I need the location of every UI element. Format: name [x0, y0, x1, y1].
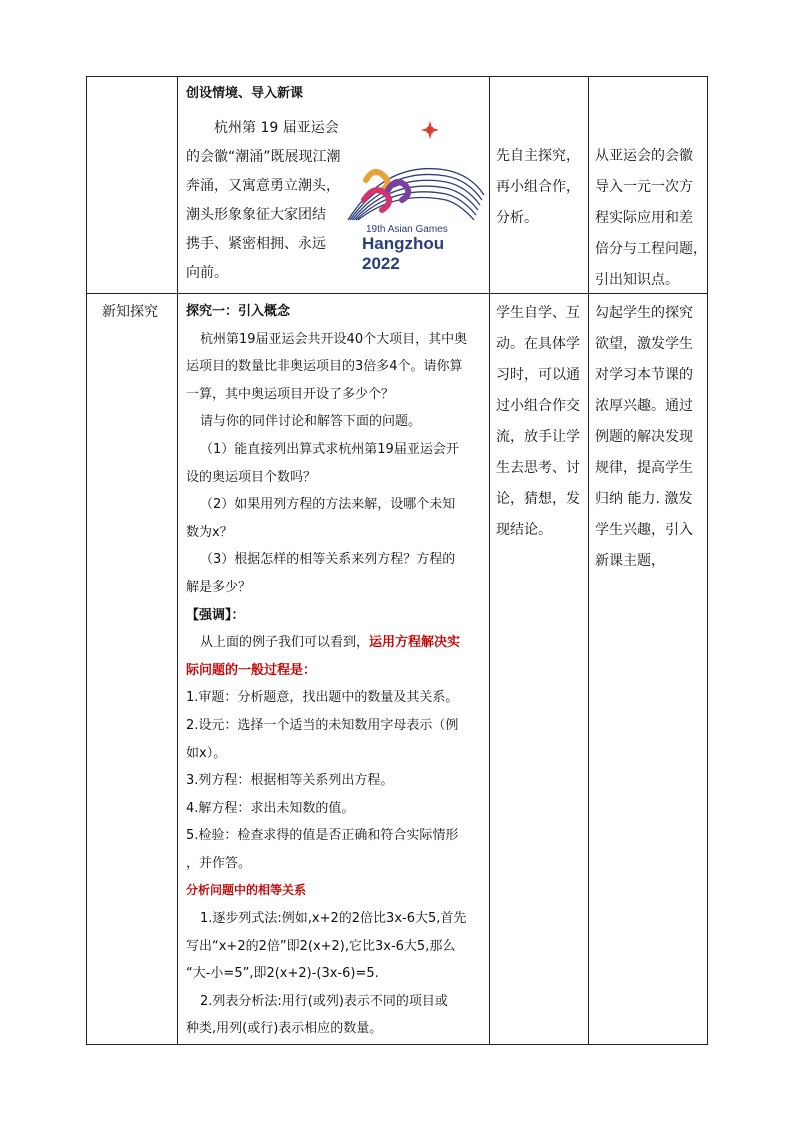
logo-text: Hangzhou 2022 — [362, 234, 445, 273]
text-line: 运项目的数量比非奥运项目的3倍多4个。请你算 — [186, 359, 463, 375]
text-line: 数为x？ — [186, 524, 233, 540]
step-line: ，并作答。 — [186, 855, 252, 871]
subsection-heading: 分析问题中的相等关系 — [186, 883, 307, 898]
text-line: 浓厚兴趣。通过 — [595, 398, 693, 414]
text-line: 动。在具体学 — [496, 336, 580, 352]
table-border-top — [86, 76, 708, 77]
stage-label: 新知探究 — [102, 304, 158, 320]
text-line: （2）如果用列方程的方法来解，设哪个未知 — [200, 497, 456, 513]
row2-student-activity — [496, 298, 592, 546]
text-line: 流，放手让学 — [496, 429, 580, 445]
text-line: 设的奥运项目个数吗？ — [186, 469, 317, 485]
col-border — [707, 76, 708, 1045]
text-line: 习时，可以通 — [496, 367, 580, 383]
text-line: 2.列表分析法:用行(或列)表示不同的项目或 — [200, 993, 448, 1009]
intro-text — [186, 114, 346, 288]
text-line: 生去思考、讨 — [496, 460, 580, 476]
text-line: 解是多少？ — [186, 579, 252, 595]
text-line: 新课主题， — [595, 553, 665, 569]
text-line: 倍分与工程问题， — [595, 241, 707, 257]
step-line: 如x）。 — [186, 745, 227, 761]
step-line: 3.列方程：根据相等关系列出方程。 — [186, 773, 394, 789]
logo-text: 19th Asian Games — [366, 224, 448, 235]
emphasis-label: 【强调】： — [186, 607, 245, 623]
step-line: 2.设元：选择一个适当的未知数用字母表示（例 — [186, 717, 459, 733]
intro-line: 携手、紧密相拥、永远 — [186, 236, 326, 252]
section-heading: 探究一：引入概念 — [186, 304, 291, 319]
row2-design-intent — [595, 298, 707, 577]
text-line: 论，猜想，发 — [496, 491, 580, 507]
intro-line: 向前。 — [186, 265, 228, 281]
text-line: 学生自学、互 — [496, 305, 580, 321]
col-border — [86, 76, 87, 1045]
text-line: 欲望，激发学生 — [595, 336, 693, 352]
highlight-text: 运用方程解决实 — [369, 635, 461, 651]
text-line: 现结论。 — [496, 522, 552, 538]
text-line: 先自主探究， — [496, 148, 580, 164]
section-heading: 创设情境、导入新课 — [186, 86, 304, 101]
intro-line: 潮头形象象征大家团结 — [186, 207, 326, 223]
text-line: 学生兴趣，引入 — [595, 522, 693, 538]
text-line: （1）能直接列出算式求杭州第19届亚运会开 — [200, 441, 459, 457]
text-line: 规律，提高学生 — [595, 460, 693, 476]
text-line: 杭州第19届亚运会共开设40个大项目，其中奥 — [200, 331, 468, 347]
highlight-text: 际问题的一般过程是： — [186, 662, 317, 678]
asian-games-logo — [346, 120, 486, 273]
text-line: “大-小=5”,即2(x+2)-(3x-6)=5. — [186, 966, 379, 982]
text-line: 1.逐步列式法:例如,x+2的2倍比3x-6大5,首先 — [200, 911, 467, 927]
text-line: （3）根据怎样的相等关系来列方程？方程的 — [200, 552, 456, 568]
step-line: 4.解方程：求出未知数的值。 — [186, 800, 355, 816]
text-line: 请与你的同伴讨论和解答下面的问题。 — [200, 414, 422, 430]
text-line: 引出知识点。 — [595, 272, 679, 288]
step-line: 5.检验：检查求得的值是否正确和符合实际情形 — [186, 828, 459, 844]
row1-design-intent — [595, 141, 707, 296]
text-line: 写出“x+2的2倍”即2(x+2),它比3x-6大5,那么 — [186, 938, 456, 954]
col-border — [588, 76, 589, 1045]
tide-emblem-icon — [346, 120, 486, 230]
intro-line: 奔涌，又寓意勇立潮头， — [186, 178, 340, 194]
text-line: 导入一元一次方 — [595, 179, 693, 195]
row2-content — [186, 298, 502, 1043]
intro-line: 杭州第 19 届亚运会 — [214, 120, 339, 136]
step-line: 1.审题：分析题意，找出题中的数量及其关系。 — [186, 690, 459, 706]
table-border-bottom — [86, 1044, 708, 1045]
text-line: 例题的解决发现 — [595, 429, 693, 445]
text-line: 程实际应用和差 — [595, 210, 693, 226]
text-line: 再小组合作， — [496, 179, 580, 195]
col-border — [177, 76, 178, 1045]
text-span: 从上面的例子我们可以看到， — [200, 635, 370, 651]
text-line: 过小组合作交 — [496, 398, 580, 414]
text-line: 分析。 — [496, 210, 538, 226]
problem-text — [186, 326, 502, 1043]
intro-line: 的会徽“潮涌”既展现江潮 — [186, 149, 341, 165]
text-line: 从亚运会的会徽 — [595, 148, 693, 164]
text-line: 一算，其中奥运项目开设了多少个？ — [186, 386, 395, 402]
text-line: 对学习本节课的 — [595, 367, 693, 383]
text-line — [186, 629, 502, 657]
text-line: 勾起学生的探究 — [595, 305, 693, 321]
text-line: 归纳 能力. 激发 — [595, 491, 693, 507]
text-line: 种类,用列(或行)表示相应的数量。 — [186, 1021, 383, 1037]
row1-student-activity — [496, 141, 588, 234]
